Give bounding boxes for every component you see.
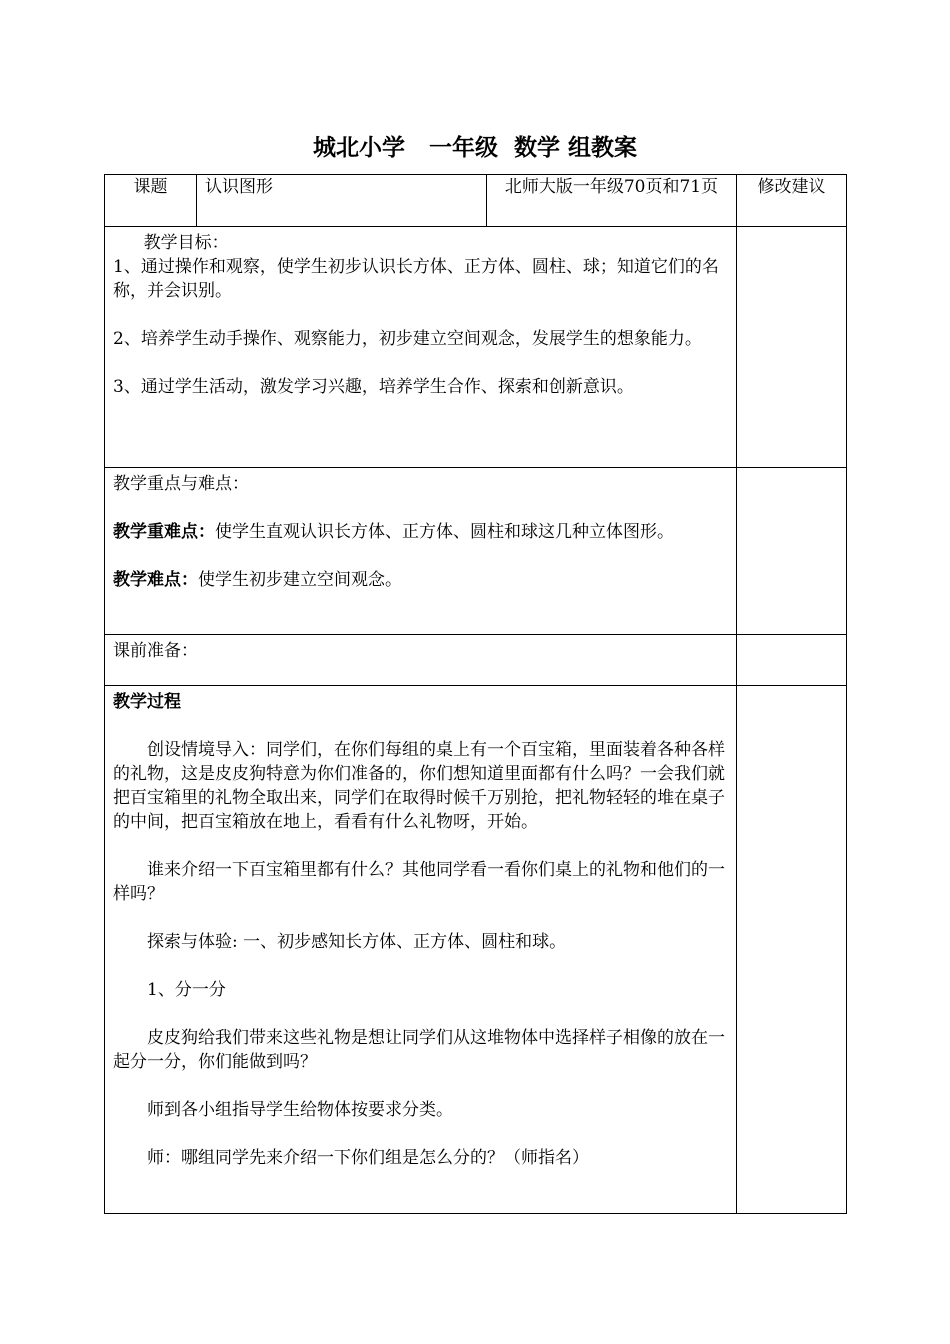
key-points-row <box>105 468 847 635</box>
process-row <box>105 686 847 1214</box>
suggestion-cell <box>737 686 847 1214</box>
suggestion-cell <box>737 227 847 468</box>
objectives-heading: 教学目标： <box>143 233 229 253</box>
suggestion-label: 修改建议 <box>737 175 847 227</box>
key-points-heading: 教学重点与难点： <box>113 474 249 494</box>
preparation-row <box>105 635 847 686</box>
topic-value: 认识图形 <box>197 175 487 227</box>
suggestion-cell <box>737 468 847 635</box>
suggestion-cell <box>737 635 847 686</box>
preparation-cell <box>105 635 737 686</box>
objectives-row <box>105 227 847 468</box>
preparation-heading: 课前准备： <box>113 641 198 661</box>
key-point-text: 使学生直观认识长方体、正方体、圆柱和球这几种立体图形。 <box>215 522 674 542</box>
header-row <box>105 175 847 227</box>
difficulty-paragraph <box>113 568 728 592</box>
process-paragraph: 1、分一分 <box>147 980 226 1000</box>
page-title: 城北小学 一年级 数学 组教案 <box>312 134 638 161</box>
process-paragraph: 皮皮狗给我们带来这些礼物是想让同学们从这堆物体中选择样子相像的放在一起分一分，你们能做到吗？ <box>113 1028 725 1072</box>
objectives-cell <box>105 227 737 468</box>
process-heading <box>113 690 728 714</box>
objective-item: 1、通过操作和观察，使学生初步认识长方体、正方体、圆柱、球；知道它们的名称，并会识别。 <box>113 257 719 301</box>
difficulty-text: 使学生初步建立空间观念。 <box>198 570 402 590</box>
process-paragraph: 探索与体验: 一、初步感知长方体、正方体、圆柱和球。 <box>147 932 567 952</box>
key-point-paragraph <box>113 520 728 544</box>
process-cell <box>105 686 737 1214</box>
difficulty-label: 教学难点： <box>113 570 198 590</box>
lesson-plan-table <box>104 174 847 1214</box>
key-point-label: 教学重难点： <box>113 522 215 542</box>
process-heading-text: 教学过程 <box>113 692 181 712</box>
topic-label: 课题 <box>105 175 197 227</box>
textbook-reference: 北师大版一年级70页和71页 <box>487 175 737 227</box>
process-paragraph: 创设情境导入：同学们，在你们每组的桌上有一个百宝箱，里面装着各种各样的礼物，这是皮皮狗特意为你们准备的，你们想知道里面都有什么吗？一会我们就把百宝箱里的礼物全取出来，同学们在取得时候千万别抢，把礼物轻轻的堆在桌子的中间，把百宝箱放在地上，看看有什么礼物呀，开始。 <box>113 740 725 832</box>
objective-item: 2、培养学生动手操作、观察能力，初步建立空间观念，发展学生的想象能力。 <box>113 329 702 349</box>
process-paragraph: 师到各小组指导学生给物体按要求分类。 <box>147 1100 453 1120</box>
process-paragraph: 谁来介绍一下百宝箱里都有什么？其他同学看一看你们桌上的礼物和他们的一样吗？ <box>113 860 725 904</box>
objective-item: 3、通过学生活动，激发学习兴趣，培养学生合作、探索和创新意识。 <box>113 377 634 397</box>
key-points-cell <box>105 468 737 635</box>
process-paragraph: 师：哪组同学先来介绍一下你们组是怎么分的？（师指名） <box>147 1148 589 1168</box>
